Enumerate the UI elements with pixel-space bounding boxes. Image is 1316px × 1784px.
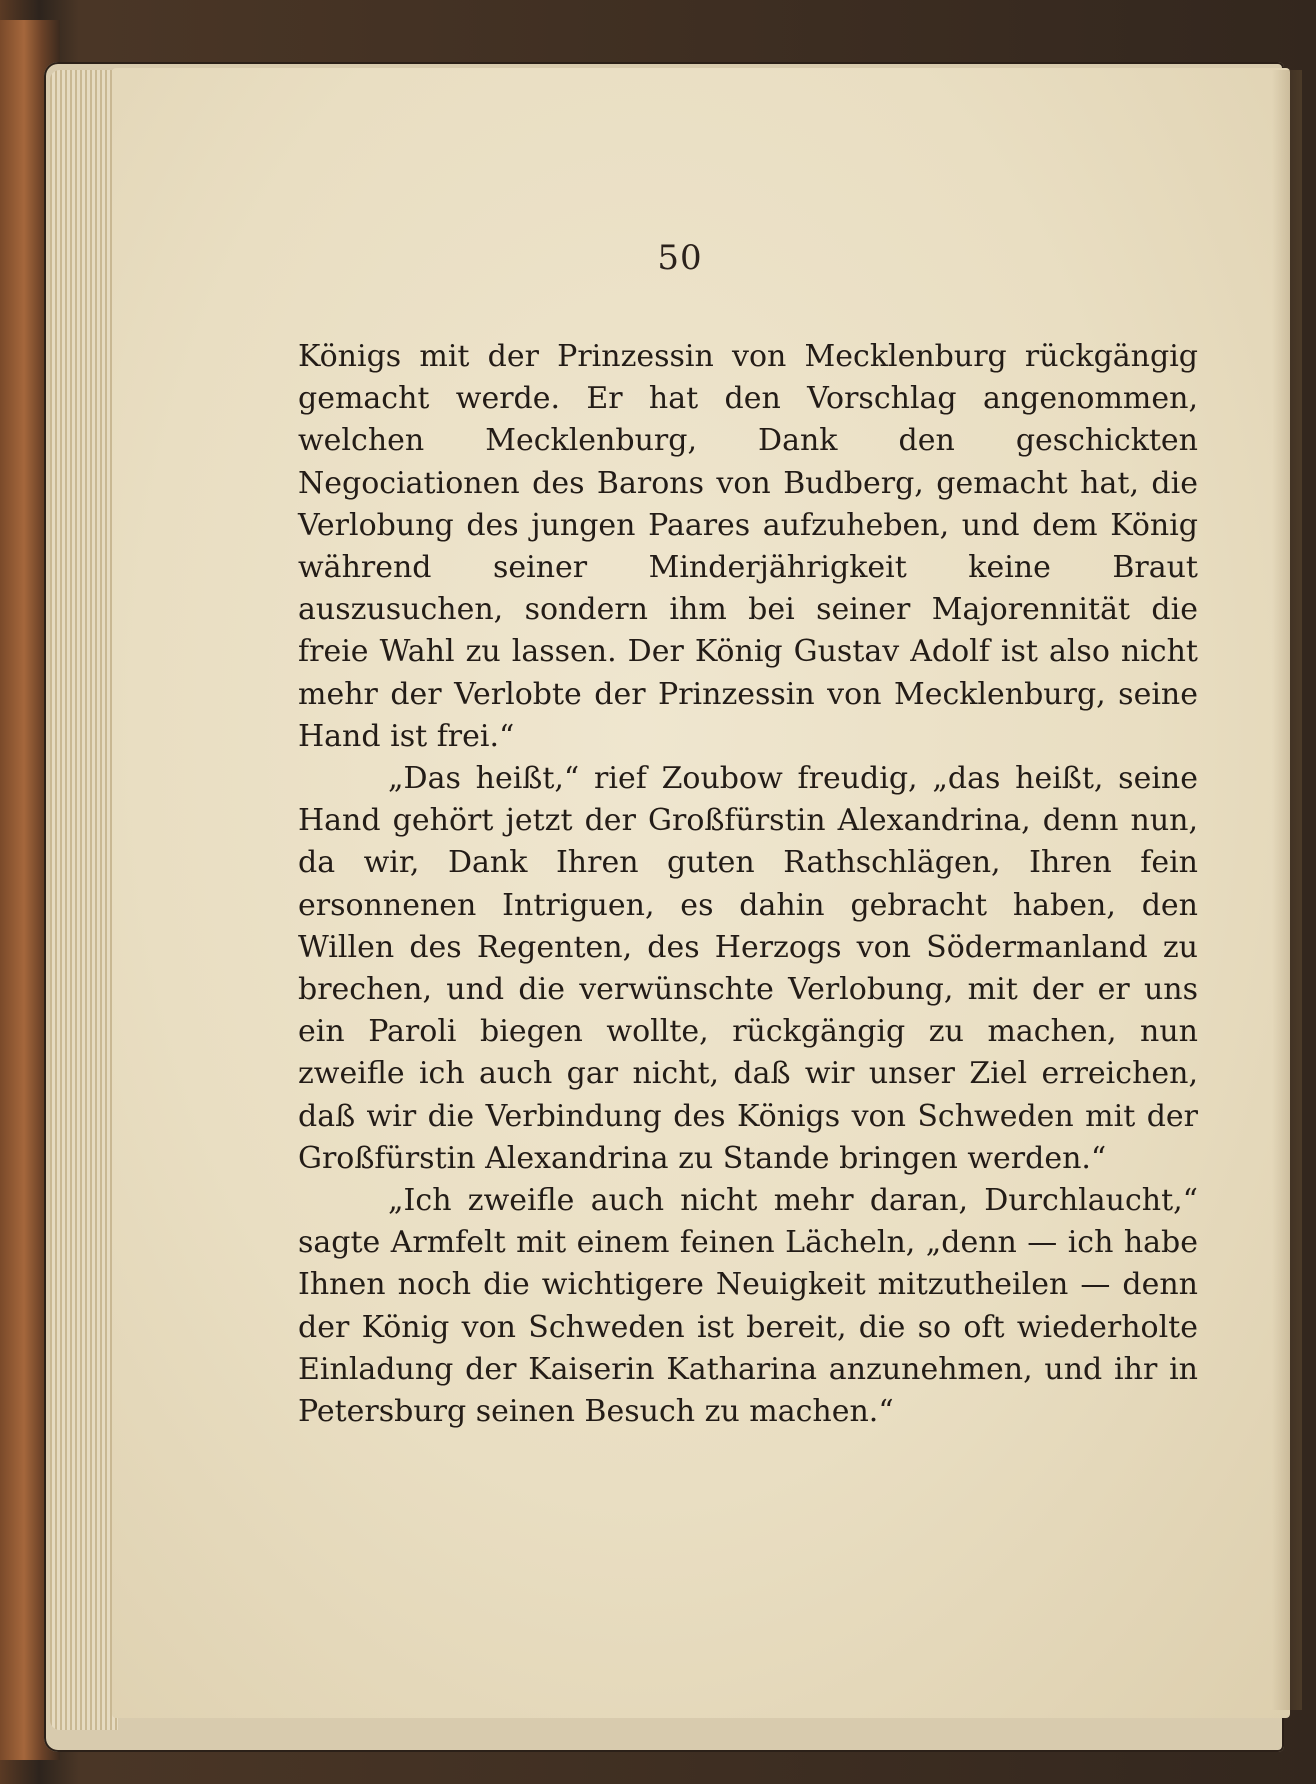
paragraph-1: Königs mit der Prinzessin von Mecklenburg rückgängig gemacht werde. Er hat den Vorschlag angenommen, welchen Mecklenburg, Dank den geschickten Negociationen des Barons von Budberg, gemacht hat, die Verlobung des jungen Paares aufzuheben, und dem König während seiner Minderjährigkeit keine Braut auszusuchen, sondern ihm bei seiner Majorennität die freie Wahl zu lassen. Der König Gustav Adolf ist also nicht mehr der Verlobte der Prinzessin von Mecklenburg, seine Hand ist frei.“ (298, 339, 1198, 754)
gutter-shadow (1272, 70, 1302, 1710)
paragraph-2: „Das heißt,“ rief Zoubow freudig, „das heißt, seine Hand gehört jetzt der Großfürstin Alexandrina, denn nun, da wir, Dank Ihren guten Rathschlägen, Ihren fein ersonnenen Intriguen, es dahin gebracht haben, den Willen des Regenten, des Herzogs von Södermanland zu brechen, und die verwünschte Verlobung, mit der er uns ein Paroli biegen wollte, rückgängig zu machen, nun zweifle ich auch gar nicht, daß wir unser Ziel erreichen, daß wir die Verbindung des Königs von Schweden mit der Großfürstin Alexandrina zu Stande bringen werden.“ (298, 761, 1198, 1176)
page-text (298, 336, 1198, 1433)
page-number: 50 (657, 238, 703, 278)
paragraph-3: „Ich zweifle auch nicht mehr daran, Durchlaucht,“ sagte Armfelt mit einem feinen Lächeln, „denn — ich habe Ihnen noch die wichtigere Neuigkeit mitzutheilen — denn der König von Schweden ist bereit, die so oft wiederholte Einladung der Kaiserin Katharina anzunehmen, und ihr in Petersburg seinen Besuch zu machen.“ (298, 1183, 1198, 1430)
page-edges (50, 70, 118, 1730)
